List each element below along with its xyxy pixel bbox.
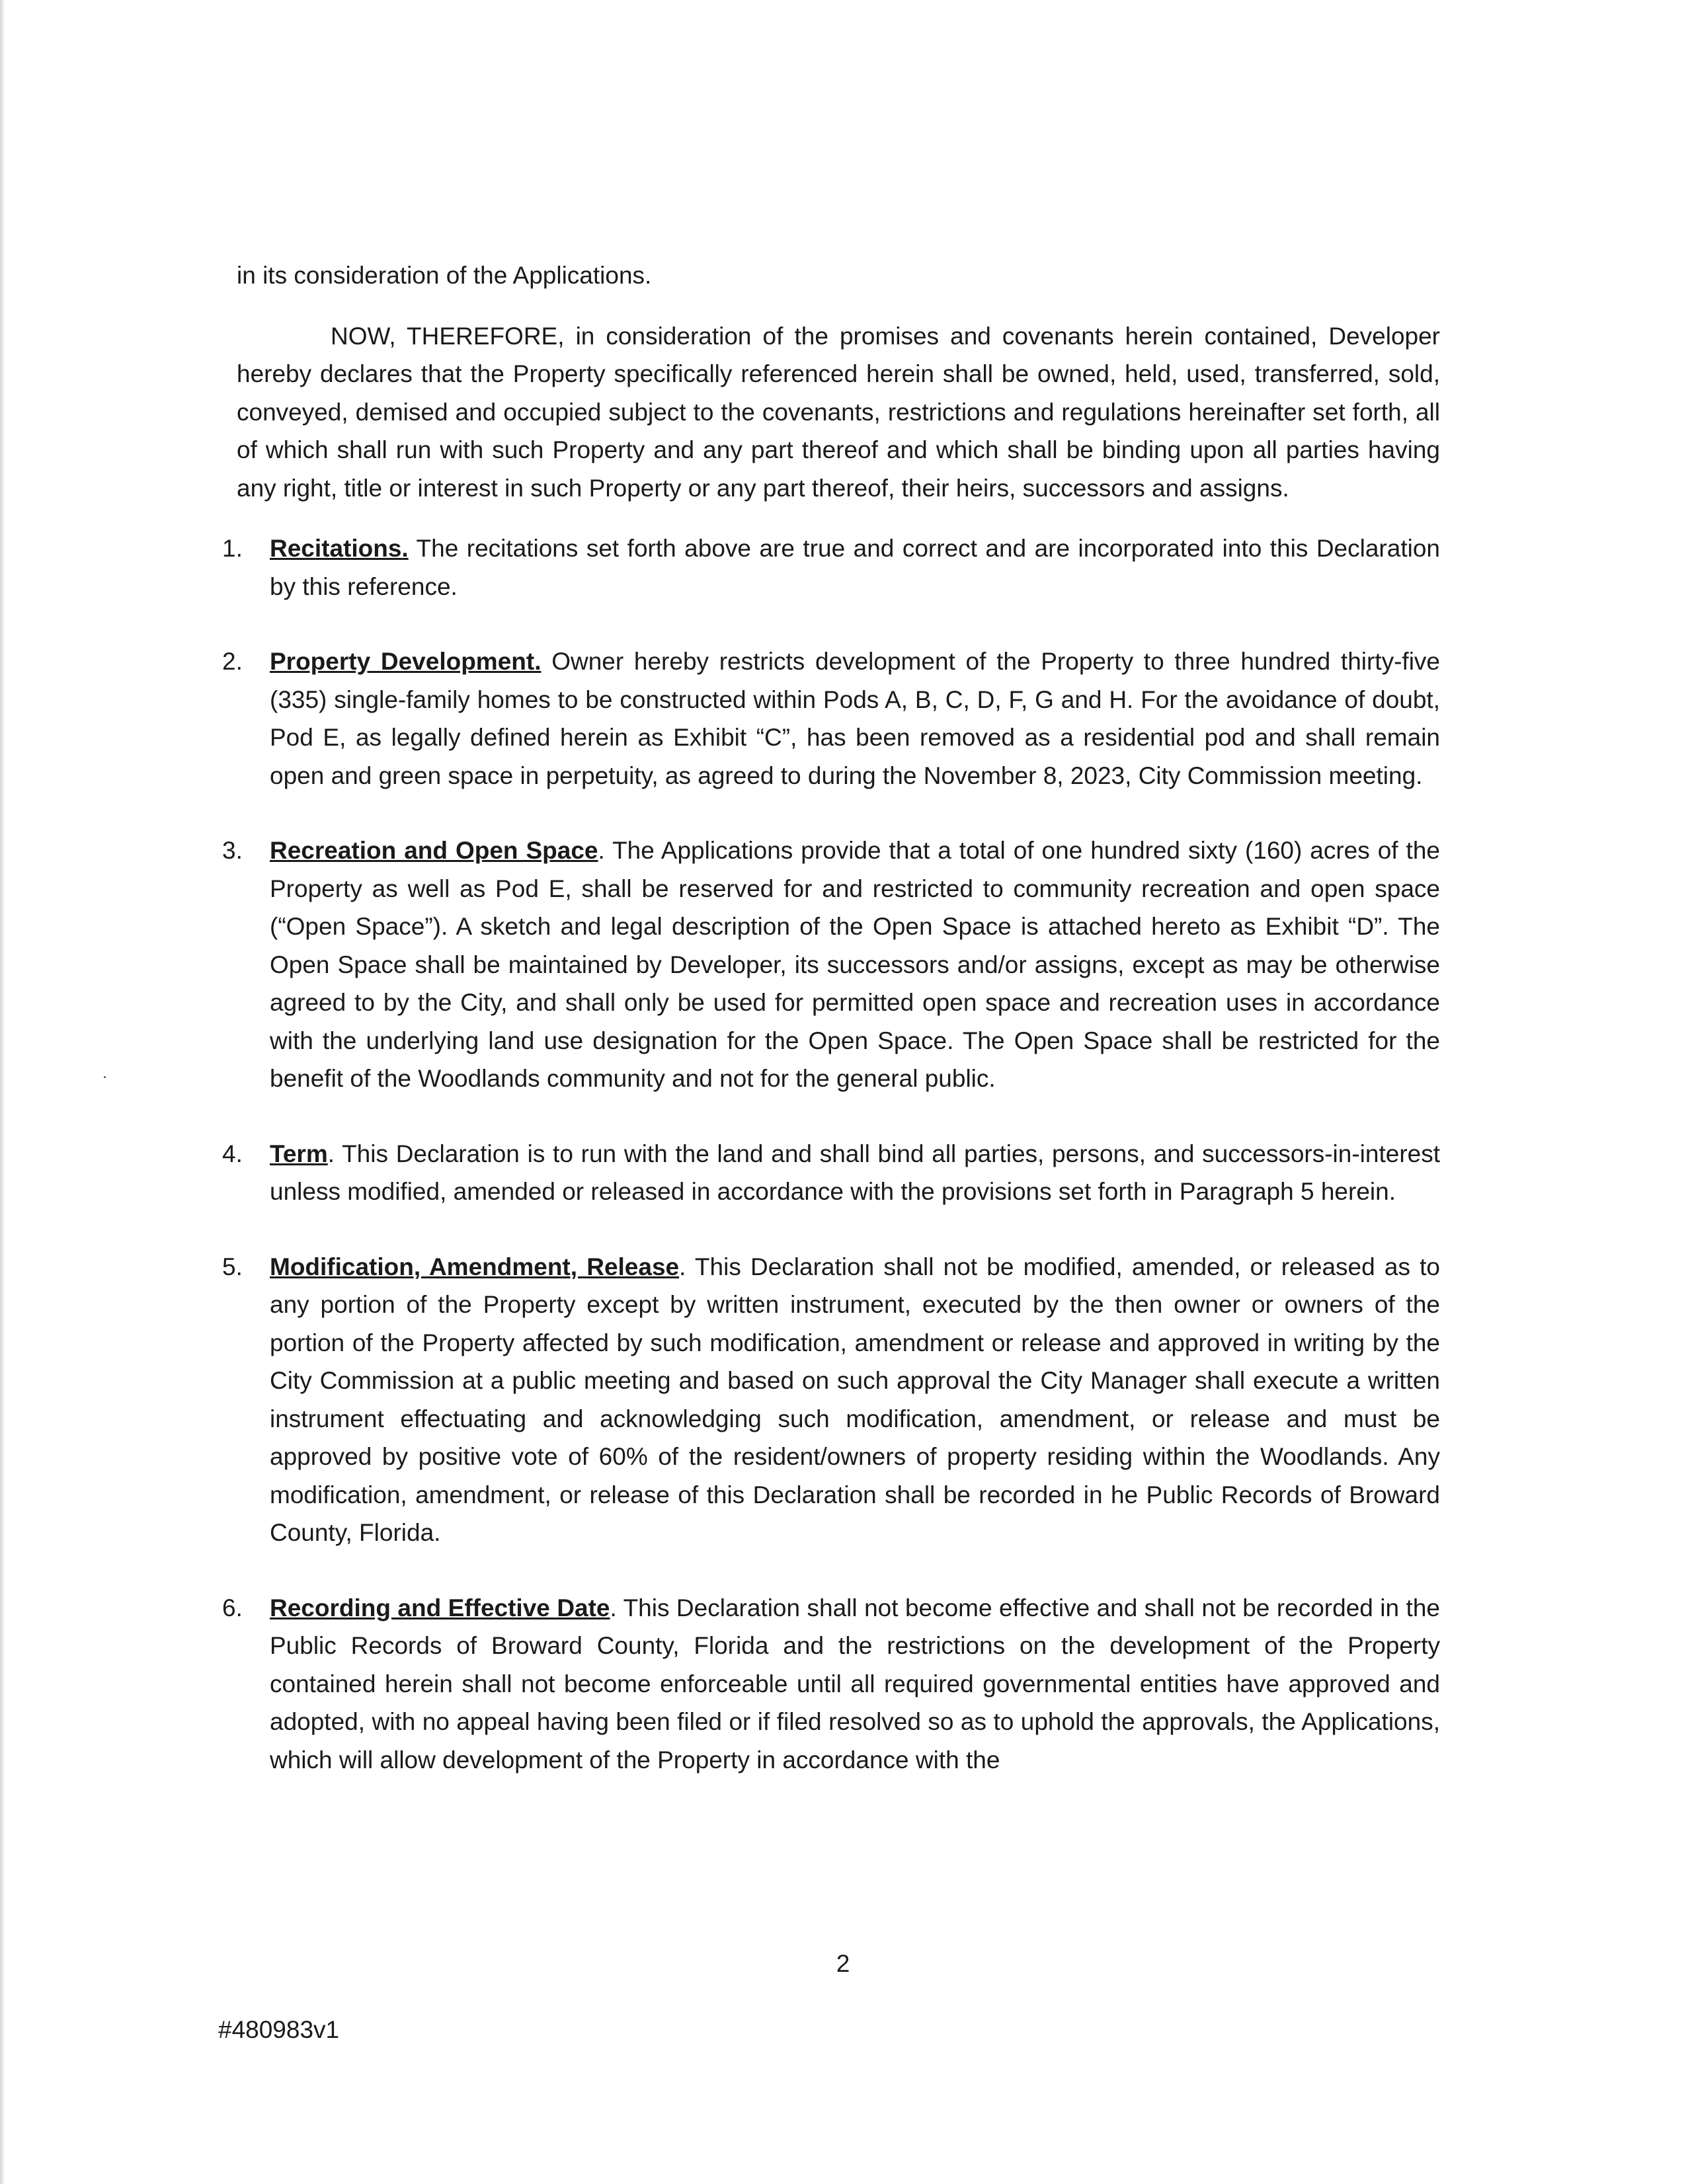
document-body	[222, 256, 1441, 1816]
item-number: 3.	[222, 837, 243, 864]
now-therefore-paragraph: NOW, THEREFORE, in consideration of the promises and covenants herein contained, Developer hereby declares that the Property specifically referenced herein shall be owned, held, used, transferred, sold, conveyed, demised and occupied subject to the covenants, restrictions and regulations hereinafter set forth, all of which shall run with such Property and any part thereof and which shall be binding upon all parties having any right, title or interest in such Property or any part thereof, their heirs, successors and assigns.	[237, 322, 1440, 502]
numbered-item-3	[222, 832, 1440, 1098]
item-title: Recording and Effective Date	[270, 1594, 610, 1621]
numbered-item-5	[222, 1248, 1441, 1552]
scan-edge	[0, 0, 4, 2184]
item-body: . The Applications provide that a total of one hundred sixty (160) acres of the Property as well as Pod E, shall be reserved for and restricted to community recreation and open space (“Open Space”). A sketch and legal description of the Open Space is attached hereto as Exhibit “D”. The Open Space shall be maintained by Developer, its successors and/or assigns, except as may be otherwise agreed to by the City, and shall only be used for permitted open space and recreation uses in accordance with the underlying land use designation for the Open Space. The Open Space shall be restricted for the benefit of the Woodlands community and not for the general public.	[270, 837, 1440, 1092]
item-number: 2.	[222, 648, 243, 675]
item-title: Modification, Amendment, Release	[270, 1253, 680, 1280]
item-title: Property Development.	[270, 648, 542, 675]
numbered-item-1	[222, 529, 1440, 605]
item-number: 4.	[222, 1140, 243, 1167]
item-body: The recitations set forth above are true and correct and are incorporated into this Declaration by this reference.	[270, 535, 1440, 600]
page-number: 2	[836, 1950, 850, 1977]
numbered-item-6	[222, 1589, 1440, 1779]
document-id: #480983v1	[218, 2016, 340, 2043]
item-body: . This Declaration shall not be modified, amended, or released as to any portion of the Property except by written instrument, executed by the then owner or owners of the portion of the Property affected by such modification, amendment or release and approved in writing by the City Commission at a public meeting and based on such approval the City Manager shall execute a written instrument effectuating and acknowledging such modification, amendment, or release and must be approved by positive vote of 60% of the resident/owners of property residing within the Woodlands. Any modification, amendment, or release of this Declaration shall be recorded in he Public Records of Broward County, Florida.	[270, 1253, 1441, 1546]
numbered-item-2	[222, 643, 1440, 795]
opening-line: in its consideration of the Applications.	[237, 262, 652, 289]
item-number: 1.	[222, 535, 243, 562]
item-body: . This Declaration is to run with the land and shall bind all parties, persons, and successors-in-interest unless modified, amended or released in accordance with the provisions set forth in Paragraph 5 herein.	[270, 1140, 1440, 1205]
item-number: 6.	[222, 1594, 243, 1621]
scan-speck	[104, 1076, 106, 1078]
item-title: Recreation and Open Space	[270, 837, 598, 864]
item-body: Owner hereby restricts development of the Property to three hundred thirty-five (335) single-family homes to be constructed within Pods A, B, C, D, F, G and H. For the avoidance of doubt, Pod E, as legally defined herein as Exhibit “C”, has been removed as a residential pod and shall remain open and green space in perpetuity, as agreed to during the November 8, 2023, City Commission meeting.	[270, 648, 1440, 789]
item-title: Recitations.	[270, 535, 409, 562]
numbered-item-4	[222, 1135, 1440, 1211]
item-body: . This Declaration shall not become effective and shall not be recorded in the Public Records of Broward County, Florida and the restrictions on the development of the Property contained herein shall not become enforceable until all required governmental entities have approved and adopted, with no appeal having been filed or if filed resolved so as to uphold the approvals, the Applications, which will allow development of the Property in accordance with the	[270, 1594, 1440, 1774]
item-number: 5.	[222, 1253, 243, 1280]
item-title: Term	[270, 1140, 328, 1167]
